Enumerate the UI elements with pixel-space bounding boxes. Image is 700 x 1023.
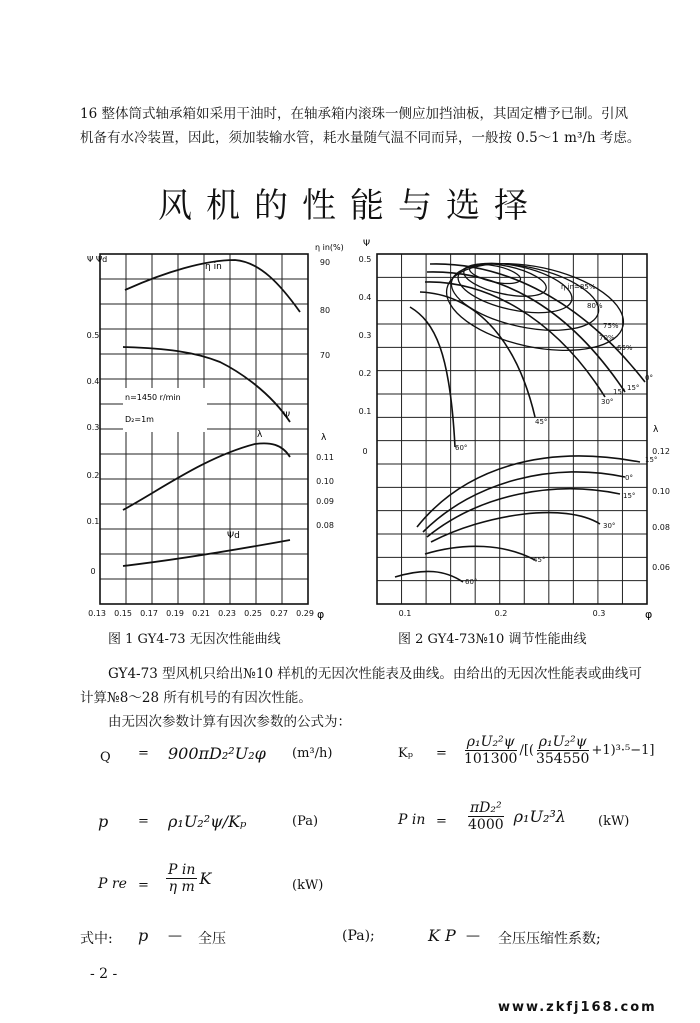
figure-2-x-tick: 0.2 <box>494 609 508 618</box>
formula-pin-den: 4000 <box>468 817 504 833</box>
figure-2-angle-label: 45° <box>533 556 546 564</box>
figure-1-x-label: φ <box>317 608 325 621</box>
legend-kp-symbol: K P <box>428 926 456 945</box>
formula-pre-eq: = <box>138 878 149 893</box>
formula-pin-rhs <box>466 800 566 833</box>
figure-2-angle-label: 60° <box>455 444 468 452</box>
figure-1-y-left-ticks <box>87 331 100 576</box>
formula-pre-rhs <box>166 862 211 895</box>
figure-2-angle-label: 0° <box>625 474 633 482</box>
figure-2-angle-label: 15° <box>645 456 658 464</box>
figure-1-y-eta-tick: 80 <box>319 306 331 315</box>
figure-1-y-left-tick: 0.3 <box>86 423 100 432</box>
figure-2-angle-label: 30° <box>601 398 614 406</box>
figure-1-y-left-tick: 0.4 <box>86 377 100 386</box>
figure-1-annotation-n: n=1450 r/min <box>125 393 181 402</box>
formula-pin-rest: ρ₁U₂³λ <box>513 807 566 826</box>
figure-1-x-tick: 0.17 <box>140 609 158 618</box>
figure-2-y-left-tick: 0.4 <box>358 293 372 302</box>
formula-pin-num: πD₂² <box>469 800 502 816</box>
figure-1-y-lambda-tick: 0.09 <box>316 497 334 506</box>
formula-q-eq: = <box>138 746 149 761</box>
formula-pin-eq: = <box>436 814 447 829</box>
figure-2-efficiency-label: 65% <box>617 344 633 352</box>
figure-1-x-tick: 0.15 <box>114 609 132 618</box>
formula-q-lhs: Q <box>100 750 111 765</box>
figure-1-lambda-label: λ <box>257 430 263 440</box>
formula-kp-rhs <box>462 734 654 767</box>
figure-2-psi-curves <box>410 264 645 447</box>
figure-1-y-lambda-tick: 0.11 <box>316 453 334 462</box>
figure-1-y-left-tick: 0.1 <box>86 517 100 526</box>
figure-2-y-left-tick: 0.2 <box>358 369 372 378</box>
figure-2-efficiency-label: 80% <box>587 302 603 310</box>
figure-2-lambda-curves <box>395 456 640 582</box>
figure-1-x-tick: 0.23 <box>218 609 236 618</box>
formula-q-rhs: 900πD₂²U₂φ <box>168 744 266 763</box>
figure-2-y-left-label: Ψ <box>363 239 371 249</box>
para2-line-1: GY4-73 型风机只给出№10 样机的无因次性能表及曲线。由给出的无因次性能表或曲线可 <box>108 666 642 682</box>
legend-p-unit: (Pa); <box>342 928 375 944</box>
formula-p-unit: (Pa) <box>292 814 319 829</box>
figure-1-psi-label: Ψ <box>283 411 291 421</box>
legend-p-desc: 全压 <box>198 931 226 947</box>
formula-pre-num: P in <box>168 862 196 878</box>
intro-line-2: 机备有水冷装置，因此，须加装输水管，耗水量随气温不同而异，一般按 0.5～1 m³/h 考虑。 <box>80 130 641 146</box>
formula-pre-unit: (kW) <box>292 878 324 893</box>
figure-1-x-tick: 0.25 <box>244 609 262 618</box>
figure-1-y-lambda-ticks <box>316 453 334 530</box>
figure-2-angle-label: 45° <box>535 418 548 426</box>
figure-1-y-left-label: Ψ Ψd <box>87 255 108 264</box>
formula-kp-num1: ρ₁U₂²ψ <box>466 734 515 750</box>
figure-1-y-left-tick: 0.2 <box>86 471 100 480</box>
formula-p-eq: = <box>138 814 149 829</box>
figure-1-y-left-tick: 0 <box>90 567 96 576</box>
figure-2-y-left-tick: 0.3 <box>358 331 372 340</box>
figure-1-x-tick: 0.21 <box>192 609 210 618</box>
legend-lead: 式中: <box>80 931 113 947</box>
figure-2-angle-label: 15° <box>627 384 640 392</box>
para2-line-2: 计算№8～28 所有机号的有因次性能。 <box>80 690 312 706</box>
figure-2-x-label: φ <box>645 608 653 621</box>
figure-2-y-left-ticks <box>359 255 372 456</box>
formula-kp-eq: = <box>436 746 447 761</box>
figure-2-efficiency-label: 75% <box>603 322 619 330</box>
figure-1-chart <box>85 232 345 622</box>
figure-2-y-left-tick: 0 <box>362 447 368 456</box>
figure-2-angle-label: 60° <box>465 578 478 586</box>
formula-pin-lhs: P in <box>398 812 426 828</box>
figure-1-x-tick: 0.29 <box>296 609 314 618</box>
formula-pre-den: η m <box>168 879 195 895</box>
figure-2-caption: 图 2 GY4-73№10 调节性能曲线 <box>398 632 587 647</box>
figure-1-x-tick: 0.19 <box>166 609 184 618</box>
figure-2-angle-label: 30° <box>603 522 616 530</box>
formula-p-lhs: p <box>98 812 109 831</box>
figure-1-x-tick: 0.13 <box>88 609 106 618</box>
figure-1-y-left-tick: 0.5 <box>86 331 100 340</box>
page-number: - 2 - <box>90 966 118 982</box>
figure-1-annotation-d: D₂=1m <box>125 415 154 424</box>
figure-2-angle-label: 0° <box>645 374 653 382</box>
figure-1-eta-label: η in <box>205 262 222 272</box>
figure-1-y-lambda-label: λ <box>321 433 327 443</box>
page-heading: 风机的性能与选择 <box>158 186 542 226</box>
figure-2-x-tick: 0.1 <box>398 609 412 618</box>
formula-pre-k: K <box>199 869 212 888</box>
formula-p-rhs: ρ₁U₂²ψ/Kₚ <box>168 812 247 831</box>
figure-1-y-lambda-tick: 0.10 <box>316 477 334 486</box>
figure-1-y-eta-label: η in(%) <box>315 243 344 252</box>
figure-1-psid-label: Ψd <box>227 531 240 541</box>
intro-line-1: 16 整体筒式轴承箱如采用干油时，在轴承箱内滚珠一侧应加挡油板，其固定槽予已制。引风 <box>80 106 628 122</box>
formula-kp-num2: ρ₁U₂²ψ <box>538 734 587 750</box>
formula-q-unit: (m³/h) <box>292 746 333 761</box>
formula-q <box>100 746 111 765</box>
figure-2-y-left-tick: 0.1 <box>358 407 372 416</box>
figure-1-caption: 图 1 GY4-73 无因次性能曲线 <box>108 632 281 647</box>
figure-1-x-tick: 0.27 <box>270 609 288 618</box>
figure-2-y-right-tick: 0.06 <box>652 563 670 572</box>
legend-kp-desc: 全压压缩性系数; <box>498 931 601 947</box>
figure-1-y-lambda-tick: 0.08 <box>316 521 334 530</box>
figure-2-y-left-tick: 0.5 <box>358 255 372 264</box>
figure-1-x-ticks <box>88 609 314 618</box>
figure-1-psid-curve <box>123 540 290 566</box>
footer-website: www.zkfj168.com <box>498 1000 657 1015</box>
legend-dash-1: — <box>168 928 182 944</box>
figure-1-y-eta-tick: 90 <box>319 258 331 267</box>
formula-kp-lhs: Kₚ <box>398 746 413 761</box>
figure-2-y-right-tick: 0.10 <box>652 487 670 496</box>
formula-pin-unit: (kW) <box>598 814 630 829</box>
legend-p-symbol: p <box>138 926 149 945</box>
figure-2-efficiency-label: 70% <box>599 334 615 342</box>
figure-2-y-right-ticks <box>652 447 670 572</box>
figure-2-x-ticks <box>399 609 606 618</box>
figure-2-y-right-label: λ <box>653 425 659 435</box>
figure-2-x-tick: 0.3 <box>592 609 606 618</box>
figure-2-angle-label: 15° <box>613 388 626 396</box>
figure-1-y-eta-ticks <box>320 258 330 360</box>
figure-2-angle-label: 15° <box>623 492 636 500</box>
formula-kp-tail: +1)³·⁵−1] <box>591 743 655 758</box>
para2-line-3: 由无因次参数计算有因次参数的公式为： <box>108 714 351 730</box>
figure-1-y-eta-tick: 70 <box>319 351 331 360</box>
figure-2-chart <box>355 232 675 622</box>
figure-1-lambda-curve <box>123 443 290 510</box>
legend-dash-2: — <box>466 928 480 944</box>
formula-kp-mid: /[( <box>519 743 534 758</box>
formula-kp-den2: 354550 <box>535 751 590 767</box>
figure-2-y-right-tick: 0.12 <box>652 447 670 456</box>
figure-2-angle-labels <box>455 374 657 586</box>
formula-kp-den1: 101300 <box>464 751 518 767</box>
formula-pre-lhs: P re <box>98 876 127 892</box>
figure-2-efficiency-label: η in=85% <box>561 283 596 291</box>
figure-2-y-right-tick: 0.08 <box>652 523 670 532</box>
